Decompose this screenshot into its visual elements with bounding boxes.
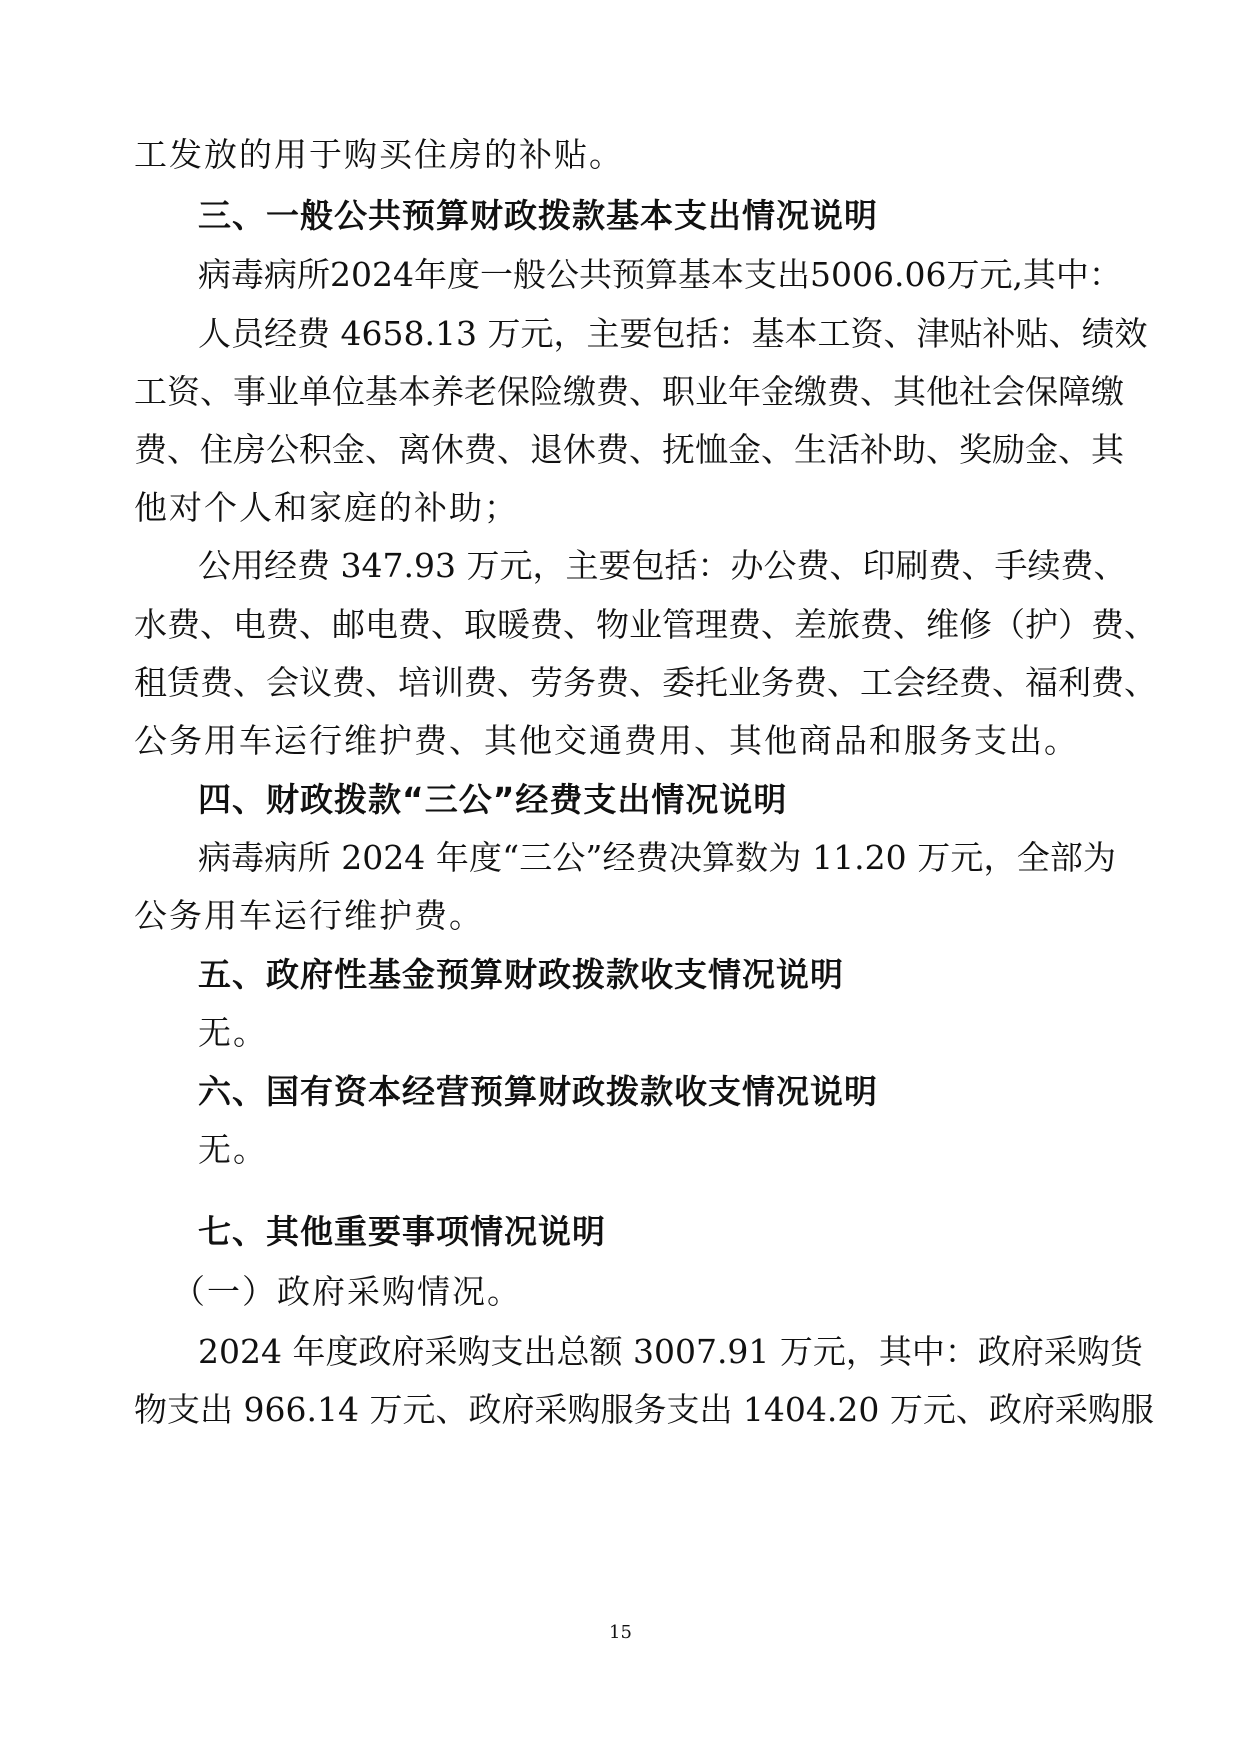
section-heading-3: 三、一般公共预算财政拨款基本支出情况说明 — [198, 196, 878, 235]
paragraph-line: 公用经费 347.93 万元，主要包括：办公费、印刷费、手续费、 — [198, 546, 1127, 585]
section-heading-4: 四、财政拨款“三公”经费支出情况说明 — [198, 780, 788, 819]
section-heading-5: 五、政府性基金预算财政拨款收支情况说明 — [198, 955, 844, 994]
paragraph-line: 他对个人和家庭的补助； — [134, 488, 519, 527]
paragraph-line: 无。 — [198, 1130, 268, 1169]
paragraph-line: 病毒病所 2024 年度“三公”经费决算数为 11.20 万元，全部为 — [198, 838, 1116, 877]
paragraph-line: 公务用车运行维护费。 — [134, 896, 484, 935]
paragraph-line: 工资、事业单位基本养老保险缴费、职业年金缴费、其他社会保障缴 — [134, 372, 1124, 411]
paragraph-line: 2024 年度政府采购支出总额 3007.91 万元，其中：政府采购货 — [198, 1332, 1143, 1371]
paragraph-line: 租赁费、会议费、培训费、劳务费、委托业务费、工会经费、福利费、 — [134, 663, 1157, 702]
page-number: 15 — [609, 1622, 632, 1643]
paragraph-line: 病毒病所2024年度一般公共预算基本支出5006.06万元,其中： — [198, 255, 1122, 294]
paragraph-line: 水费、电费、邮电费、取暖费、物业管理费、差旅费、维修（护）费、 — [134, 605, 1157, 644]
paragraph-line: 费、住房公积金、离休费、退休费、抚恤金、生活补助、奖励金、其 — [134, 430, 1124, 469]
paragraph-line: 物支出 966.14 万元、政府采购服务支出 1404.20 万元、政府采购服 — [134, 1390, 1154, 1429]
section-heading-6: 六、国有资本经营预算财政拨款收支情况说明 — [198, 1072, 878, 1111]
paragraph-line: 公务用车运行维护费、其他交通费用、其他商品和服务支出。 — [134, 721, 1079, 760]
paragraph-line: 人员经费 4658.13 万元，主要包括：基本工资、津贴补贴、绩效 — [198, 314, 1148, 353]
subsection-heading: （一）政府采购情况。 — [172, 1272, 522, 1311]
paragraph-line: 工发放的用于购买住房的补贴。 — [134, 135, 624, 174]
paragraph-line: 无。 — [198, 1013, 268, 1052]
section-heading-7: 七、其他重要事项情况说明 — [198, 1212, 606, 1251]
